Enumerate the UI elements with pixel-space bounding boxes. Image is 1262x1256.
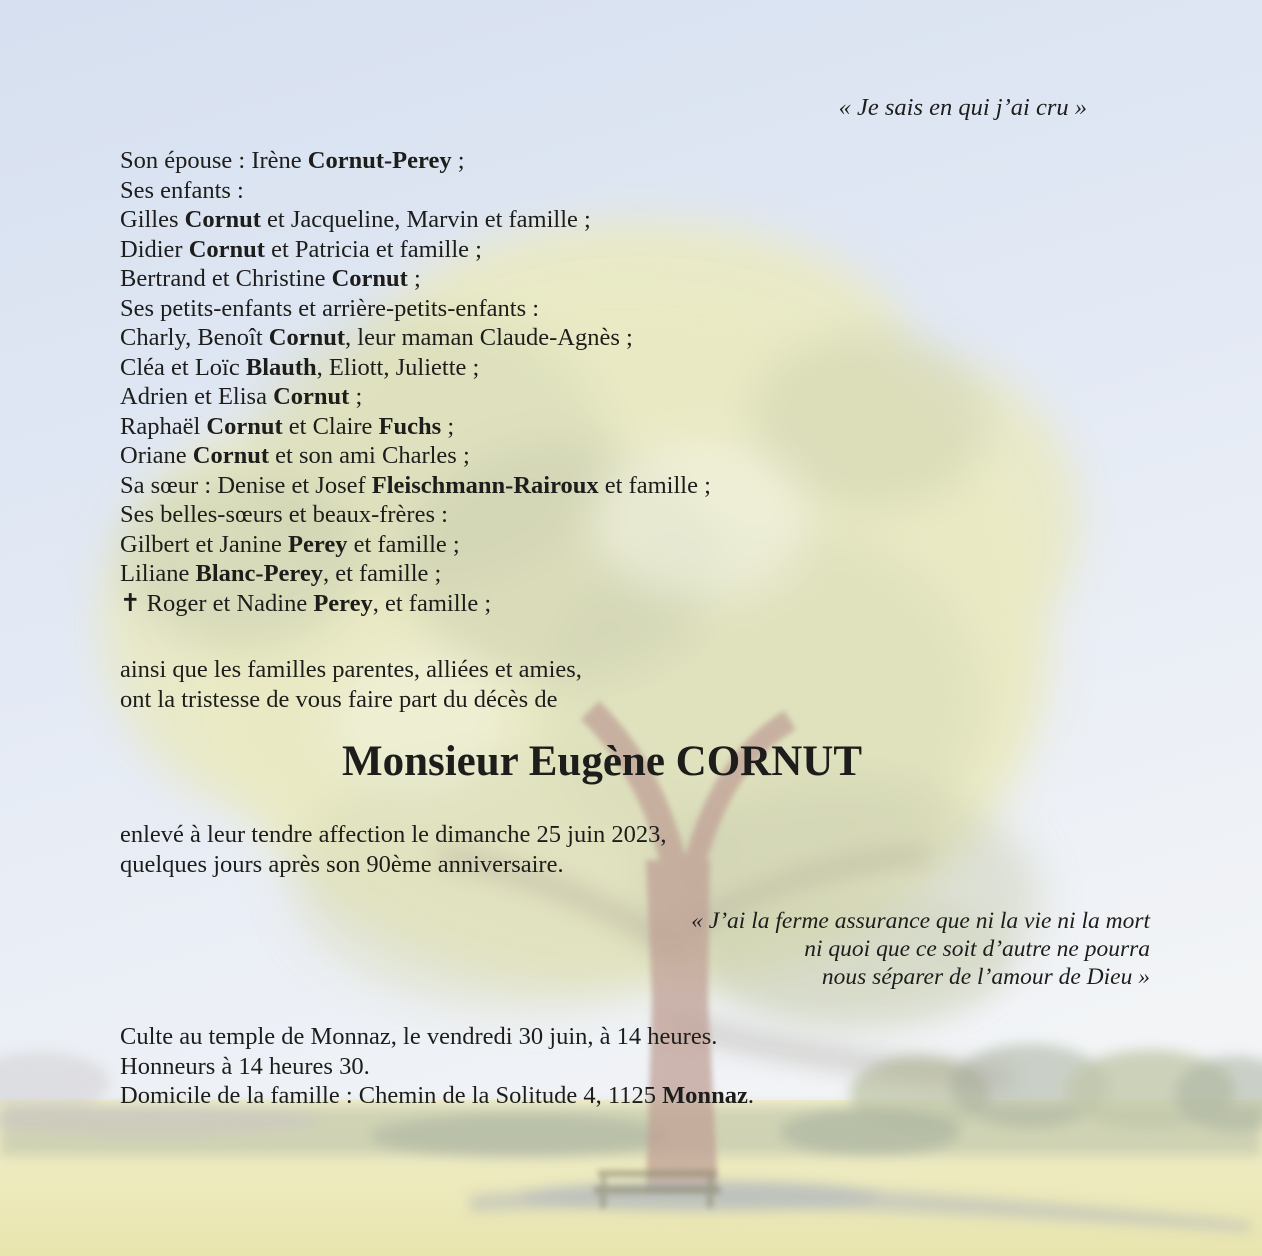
text-segment: Honneurs à 14 heures 30.: [120, 1052, 370, 1080]
text-segment: et Jacqueline, Marvin et famille ;: [260, 206, 591, 233]
family-list: [120, 146, 711, 618]
text-segment: Sa sœur : Denise et Josef: [120, 471, 372, 499]
faith-quote: « Je sais en qui j’ai cru »: [838, 94, 1087, 121]
text-segment: Gilles: [120, 206, 185, 233]
surname-bold: Cornut: [192, 442, 270, 469]
text-segment: , et famille ;: [322, 560, 442, 587]
scripture-line-1: « J’ai la ferme assurance que ni la vie ni la mort: [691, 908, 1150, 934]
text-segment: et famille ;: [347, 530, 460, 558]
text-line: [120, 176, 711, 206]
scripture-line-3: nous séparer de l’amour de Dieu »: [821, 963, 1150, 990]
text-segment: Ses petits-enfants et arrière-petits-enfants :: [120, 294, 540, 322]
text-line: [120, 530, 711, 560]
text-segment: Didier: [120, 235, 189, 263]
surname-bold: Blauth: [245, 353, 317, 381]
text-segment: et famille ;: [598, 471, 711, 499]
surname-bold: Cornut: [331, 265, 408, 292]
surname-bold: Cornut-Perey: [307, 147, 452, 174]
scripture-quote: [691, 908, 1150, 991]
text-segment: ;: [349, 383, 363, 410]
surname-bold: Monnaz: [662, 1082, 748, 1109]
text-segment: et son ami Charles ;: [269, 442, 470, 469]
service-details: [120, 1022, 754, 1111]
text-line: [120, 1022, 754, 1052]
text-line: [120, 382, 711, 412]
text-segment: ;: [451, 147, 465, 174]
text-segment: Adrien et Elisa: [120, 383, 274, 410]
surname-bold: Perey: [313, 589, 373, 617]
death-details: [120, 820, 667, 879]
text-segment: Raphaël: [120, 412, 207, 440]
text-line: [120, 205, 711, 235]
text-segment: , et famille ;: [372, 589, 492, 617]
text-line: [120, 235, 711, 265]
text-line: [120, 471, 711, 501]
text-segment: Charly, Benoît: [120, 324, 269, 351]
text-line: [120, 500, 711, 530]
surname-bold: Fuchs: [378, 412, 442, 440]
surname-bold: Cornut: [268, 324, 346, 351]
text-line: [120, 323, 711, 353]
text-segment: Cléa et Loïc: [120, 353, 246, 381]
text-segment: Domicile de la famille : Chemin de la Solitude 4, 1125: [120, 1082, 663, 1109]
death-line-2: quelques jours après son 90ème anniversaire.: [120, 850, 564, 878]
text-line: [120, 559, 711, 589]
text-line: [120, 264, 711, 294]
announcement-line-2: ont la tristesse de vous faire part du décès de: [120, 685, 558, 713]
surname-bold: Fleischmann-Rairoux: [371, 471, 599, 499]
text-line: [120, 1052, 754, 1082]
text-segment: et Patricia et famille ;: [264, 235, 482, 263]
text-segment: ✝ Roger et Nadine: [120, 589, 314, 617]
text-line: [120, 412, 711, 442]
surname-bold: Cornut: [206, 412, 283, 440]
scripture-line-2: ni quoi que ce soit d’autre ne pourra: [804, 935, 1150, 962]
text-segment: Culte au temple de Monnaz, le vendredi 30 juin, à 14 heures.: [120, 1023, 718, 1050]
text-line: [120, 353, 711, 383]
announcement-intro: [120, 655, 582, 714]
text-segment: Ses belles-sœurs et beaux-frères :: [120, 501, 448, 528]
surname-bold: Cornut: [188, 235, 265, 263]
text-line: [120, 146, 711, 176]
text-line: [120, 441, 711, 471]
text-segment: Liliane: [120, 560, 196, 587]
death-line-1: enlevé à leur tendre affection le dimanche 25 juin 2023,: [120, 821, 667, 848]
text-segment: , Eliott, Juliette ;: [316, 353, 480, 381]
announcement-line-1: ainsi que les familles parentes, alliées et amies,: [120, 656, 582, 683]
text-line: [120, 1081, 754, 1111]
text-segment: et Claire: [282, 412, 379, 440]
text-segment: ;: [441, 412, 455, 440]
text-segment: Son épouse : Irène: [120, 147, 308, 174]
text-segment: Gilbert et Janine: [120, 530, 289, 558]
surname-bold: Cornut: [184, 206, 261, 233]
surname-bold: Cornut: [273, 383, 350, 410]
text-segment: Oriane: [120, 442, 193, 469]
text-line: [120, 589, 711, 619]
text-segment: , leur maman Claude-Agnès ;: [345, 324, 633, 351]
surname-bold: Perey: [288, 530, 348, 558]
text-segment: Bertrand et Christine: [120, 265, 332, 292]
text-line: [120, 294, 711, 324]
text-segment: Ses enfants :: [120, 176, 244, 204]
deceased-name: Monsieur Eugène CORNUT: [341, 738, 862, 785]
surname-bold: Blanc-Perey: [195, 560, 323, 587]
text-segment: ;: [407, 265, 421, 292]
text-segment: .: [747, 1082, 754, 1109]
